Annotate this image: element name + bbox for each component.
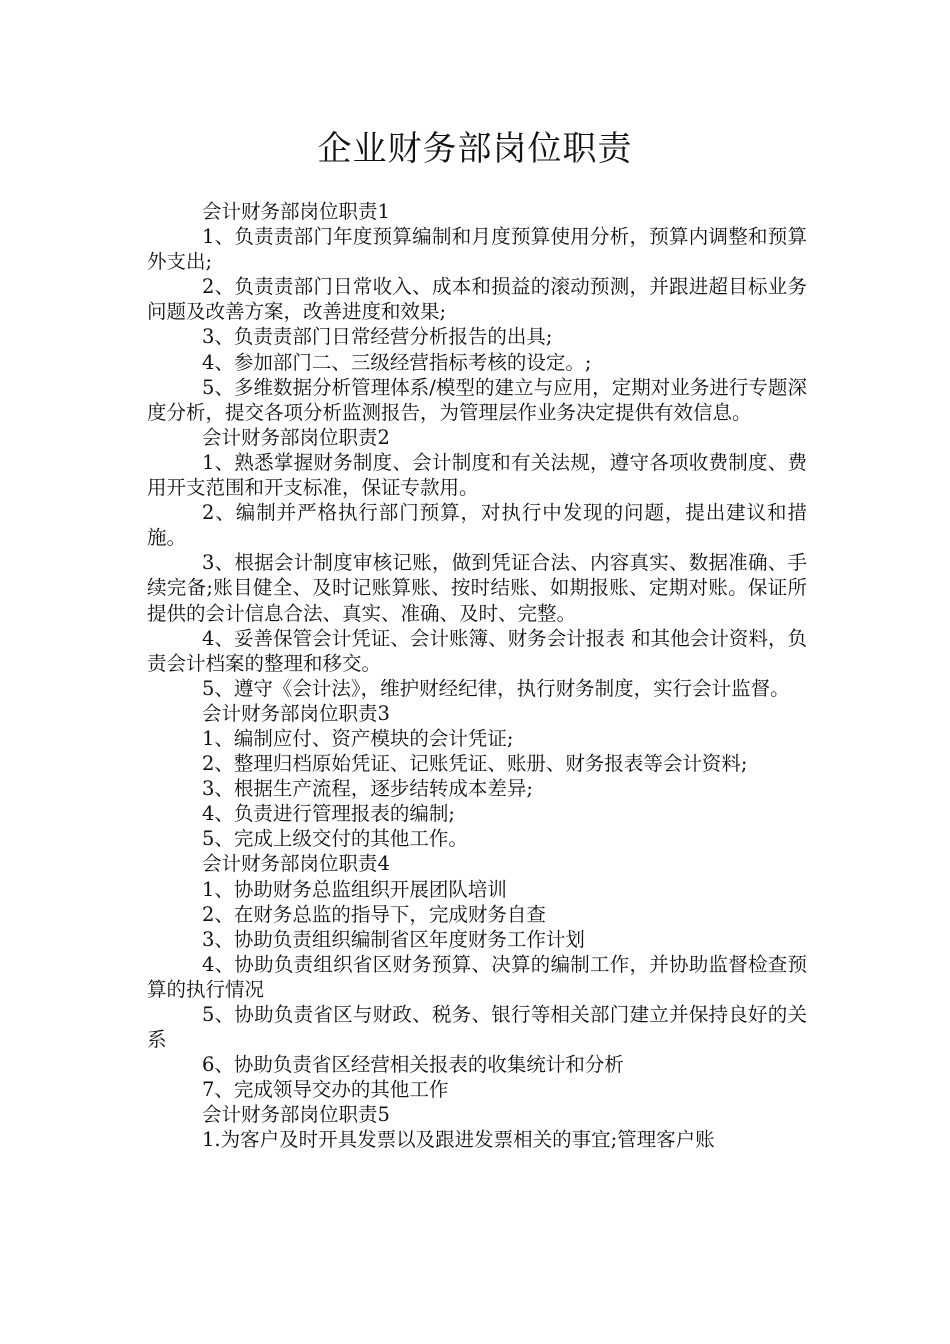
paragraph: 3、根据会计制度审核记账，做到凭证合法、内容真实、数据准确、手续完备;账目健全、及时记账算账、按时结账、如期报账、定期对账。保证所提供的会计信息合法、真实、准确、及时、完整。 xyxy=(147,551,807,625)
paragraph: 2、整理归档原始凭证、记账凭证、账册、财务报表等会计资料; xyxy=(202,752,748,776)
paragraph: 7、完成领导交办的其他工作 xyxy=(202,1078,449,1102)
paragraph: 1、编制应付、资产模块的会计凭证; xyxy=(202,726,514,750)
paragraph: 3、协助负责组织编制省区年度财务工作计划 xyxy=(202,927,585,951)
paragraph: 5、协助负责省区与财政、税务、银行等相关部门建立并保持良好的关系 xyxy=(147,1003,807,1052)
paragraph: 5、多维数据分析管理体系/模型的建立与应用，定期对业务进行专题深度分析，提交各项分析监测报告，为管理层作业务决定提供有效信息。 xyxy=(147,375,807,424)
paragraph: 4、妥善保管会计凭证、会计账簿、财务会计报表 和其他会计资料，负责会计档案的整理和移交。 xyxy=(147,626,807,675)
paragraph: 2、编制并严格执行部门预算，对执行中发现的问题，提出建议和措施。 xyxy=(147,501,807,550)
paragraph: 2、负责责部门日常收入、成本和损益的滚动预测，并跟进超目标业务问题及改善方案，改善进度和效果; xyxy=(147,275,807,324)
section-heading-3: 会计财务部岗位职责3 xyxy=(202,701,390,725)
paragraph: 4、协助负责组织省区财务预算、决算的编制工作，并协助监督检查预算的执行情况 xyxy=(147,952,807,1001)
section-heading-4: 会计财务部岗位职责4 xyxy=(202,852,390,876)
paragraph: 1、熟悉掌握财务制度、会计制度和有关法规，遵守各项收费制度、费用开支范围和开支标准，保证专款用。 xyxy=(147,450,807,500)
paragraph: 1、负责责部门年度预算编制和月度预算使用分析，预算内调整和预算外支出; xyxy=(147,225,807,274)
paragraph: 4、负责进行管理报表的编制; xyxy=(202,802,455,826)
document-body xyxy=(147,199,807,1153)
document-title: 企业财务部岗位职责 xyxy=(317,129,633,169)
paragraph: 6、协助负责省区经营相关报表的收集统计和分析 xyxy=(202,1053,624,1077)
paragraph: 3、根据生产流程，逐步结转成本差异; xyxy=(202,777,533,801)
paragraph: 4、参加部门二、三级经营指标考核的设定。; xyxy=(202,350,592,374)
paragraph: 2、在财务总监的指导下，完成财务自查 xyxy=(202,902,546,926)
paragraph: 5、遵守《会计法》，维护财经纪律，执行财务制度，实行会计监督。 xyxy=(202,676,790,700)
paragraph: 1、协助财务总监组织开展团队培训 xyxy=(202,877,507,901)
section-heading-5: 会计财务部岗位职责5 xyxy=(202,1103,390,1127)
paragraph: 1.为客户及时开具发票以及跟进发票相关的事宜;管理客户账 xyxy=(202,1128,715,1152)
section-heading-2: 会计财务部岗位职责2 xyxy=(202,425,390,449)
section-heading-1: 会计财务部岗位职责1 xyxy=(202,200,390,223)
paragraph: 5、完成上级交付的其他工作。 xyxy=(202,827,468,851)
paragraph: 3、负责责部门日常经营分析报告的出具; xyxy=(202,325,553,349)
